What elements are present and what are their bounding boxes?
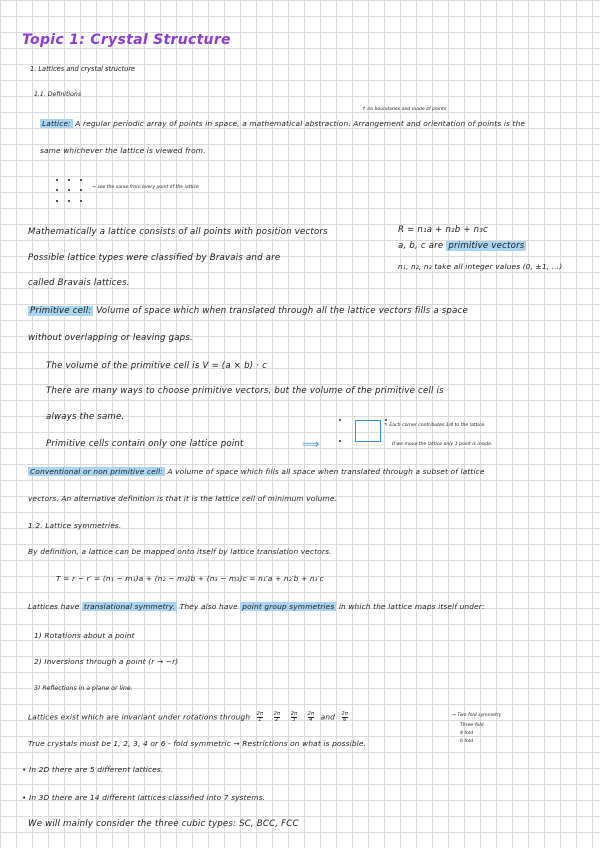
bullet-icon: • [22, 765, 27, 774]
list-item: 1) Rotations about a point [34, 631, 135, 640]
lattice-point [56, 179, 58, 181]
integers-note: n₁, n₂, n₃ take all integer values (0, ±1, ...) [398, 262, 563, 271]
fraction: $\frac{2\pi}{2}$ [273, 711, 281, 723]
page-title: Topic 1: Crystal Structure [22, 32, 231, 48]
arrow-icon: ↱ [362, 107, 366, 112]
fraction: $\frac{2\pi}{6}$ [341, 711, 349, 723]
translational-term: translational symmetry. [83, 602, 176, 611]
bullet-3d: • In 3D there are 14 different lattices classified into 7 systems. [22, 793, 266, 802]
rotation-side-note-3: 4 fold [460, 731, 474, 736]
section-heading: 1. Lattices and crystal structure [30, 65, 136, 73]
rotation-side-note-4: 6 fold [460, 739, 474, 744]
one-point-line: Primitive cells contain only one lattice point [46, 439, 244, 449]
symmetry-line2: Lattices have translational symmetry. They also have point group symmetries in which the lattice maps itself under: [28, 602, 485, 611]
lattice-point [80, 179, 82, 181]
rotation-side-note: → Two-fold symmetry [452, 713, 502, 718]
lattice-point [56, 200, 58, 202]
lattice-point [339, 440, 341, 442]
symmetry-line1: By definition, a lattice can be mapped onto itself by lattice translation vectors. [28, 547, 332, 556]
conventional-cell-line1: Conventional or non primitive cell: A volume of space which fills all space when translated through a subset of lattice [30, 467, 485, 476]
bullet-icon: • [22, 793, 27, 802]
fraction: $\frac{2\pi}{1}$ [256, 711, 264, 723]
corner-note: ↰ Each corner contributes 1/4 to the lattice. [384, 423, 486, 428]
primitive-cell-line2: without overlapping or leaving gaps. [28, 333, 193, 343]
point-group-term: point group symmetries [242, 602, 335, 611]
many-ways-line1: There are many ways to choose primitive vectors, but the volume of the primitive cell is [46, 386, 444, 396]
primitive-cell-term: Primitive cell: [30, 306, 92, 316]
primitive-vectors-line: a, b, c are primitive vectors [398, 241, 525, 251]
lattice-point [339, 419, 341, 421]
arrow-right-icon: → [452, 713, 456, 718]
formula-R: R = n₁a + n₂b + n₃c [398, 225, 488, 235]
arrow-right-icon: → [92, 185, 96, 190]
list-item: 2) Inversions through a point (r → −r) [34, 657, 179, 666]
lattice-point [385, 419, 387, 421]
subsection-heading: 1.2. Lattice symmetries. [28, 521, 122, 530]
position-vectors-line: Mathematically a lattice consists of all points with position vectors [28, 227, 328, 237]
subsection-heading: 1.1. Definitions [34, 91, 82, 98]
primitive-cell-diagram [355, 420, 381, 442]
lattice-definition-line1: Lattice: A regular periodic array of points in space, a mathematical abstraction. Arrangement and orientation of points is the [42, 119, 526, 128]
conventional-cell-line2: vectors. An alternative definition is that it is the lattice cell of minimum volume. [28, 494, 338, 503]
lattice-term: Lattice: [42, 119, 71, 128]
lattice-definition-line2: same whichever the lattice is viewed from. [40, 146, 206, 155]
arrow-icon: ↰ [384, 423, 388, 428]
primitive-vectors-term: primitive vectors [448, 241, 525, 251]
true-crystals-line: True crystals must be 1, 2, 3, 4 or 6 - fold symmetric → Restrictions on what is possible. [28, 739, 367, 748]
conventional-cell-term: Conventional or non primitive cell: [30, 467, 163, 476]
lattice-point [80, 200, 82, 202]
lattice-dots-diagram [52, 178, 92, 208]
bravais-line: Possible lattice types were classified by Bravais and are [28, 253, 281, 263]
fraction: $\frac{2\pi}{4}$ [307, 711, 315, 723]
cubic-types-line: We will mainly consider the three cubic types: SC, BCC, FCC [28, 819, 299, 829]
many-ways-line2: always the same. [46, 412, 125, 422]
fraction: $\frac{2\pi}{3}$ [290, 711, 298, 723]
lattice-point [68, 179, 70, 181]
lattice-point [68, 189, 70, 191]
bullet-2d: • In 2D there are 5 different lattices. [22, 765, 164, 774]
lattice-point [68, 200, 70, 202]
lattice-point [56, 189, 58, 191]
arrow-right-icon: ⟹ [302, 437, 320, 451]
bravais-line-2: called Bravais lattices. [28, 278, 130, 288]
side-note-boundaries: ↱ no boundaries and made of points [362, 107, 447, 112]
formula-T: T = r − r′ = (n₁ − m₁)a + (n₂ − m₂)b + (n₃ − m₃)c = n₁′a + n₂′b + n₃′c [56, 574, 324, 583]
dots-note: → see the same from every point of the lattice [92, 185, 199, 190]
rotation-side-note-2: Three-fold [460, 723, 484, 728]
primitive-cell-line1: Primitive cell: Volume of space which when translated through all the lattice vectors fills a space [30, 306, 468, 316]
primitive-volume-line: The volume of the primitive cell is V = (a × b) · c [46, 361, 267, 371]
list-item: 3) Reflections in a plane or line. [34, 685, 133, 692]
rotations-line: Lattices exist which are invariant under rotations through $\frac{2\pi}{1}$ $\frac{2\pi}{2}$ $\frac{2\pi}{3}$ $\frac{2\pi}{4}$ and $\frac{2\pi}{6}$ [28, 711, 349, 723]
lattice-point [80, 189, 82, 191]
move-note: If we move the lattice only 1 point is inside. [392, 442, 493, 447]
